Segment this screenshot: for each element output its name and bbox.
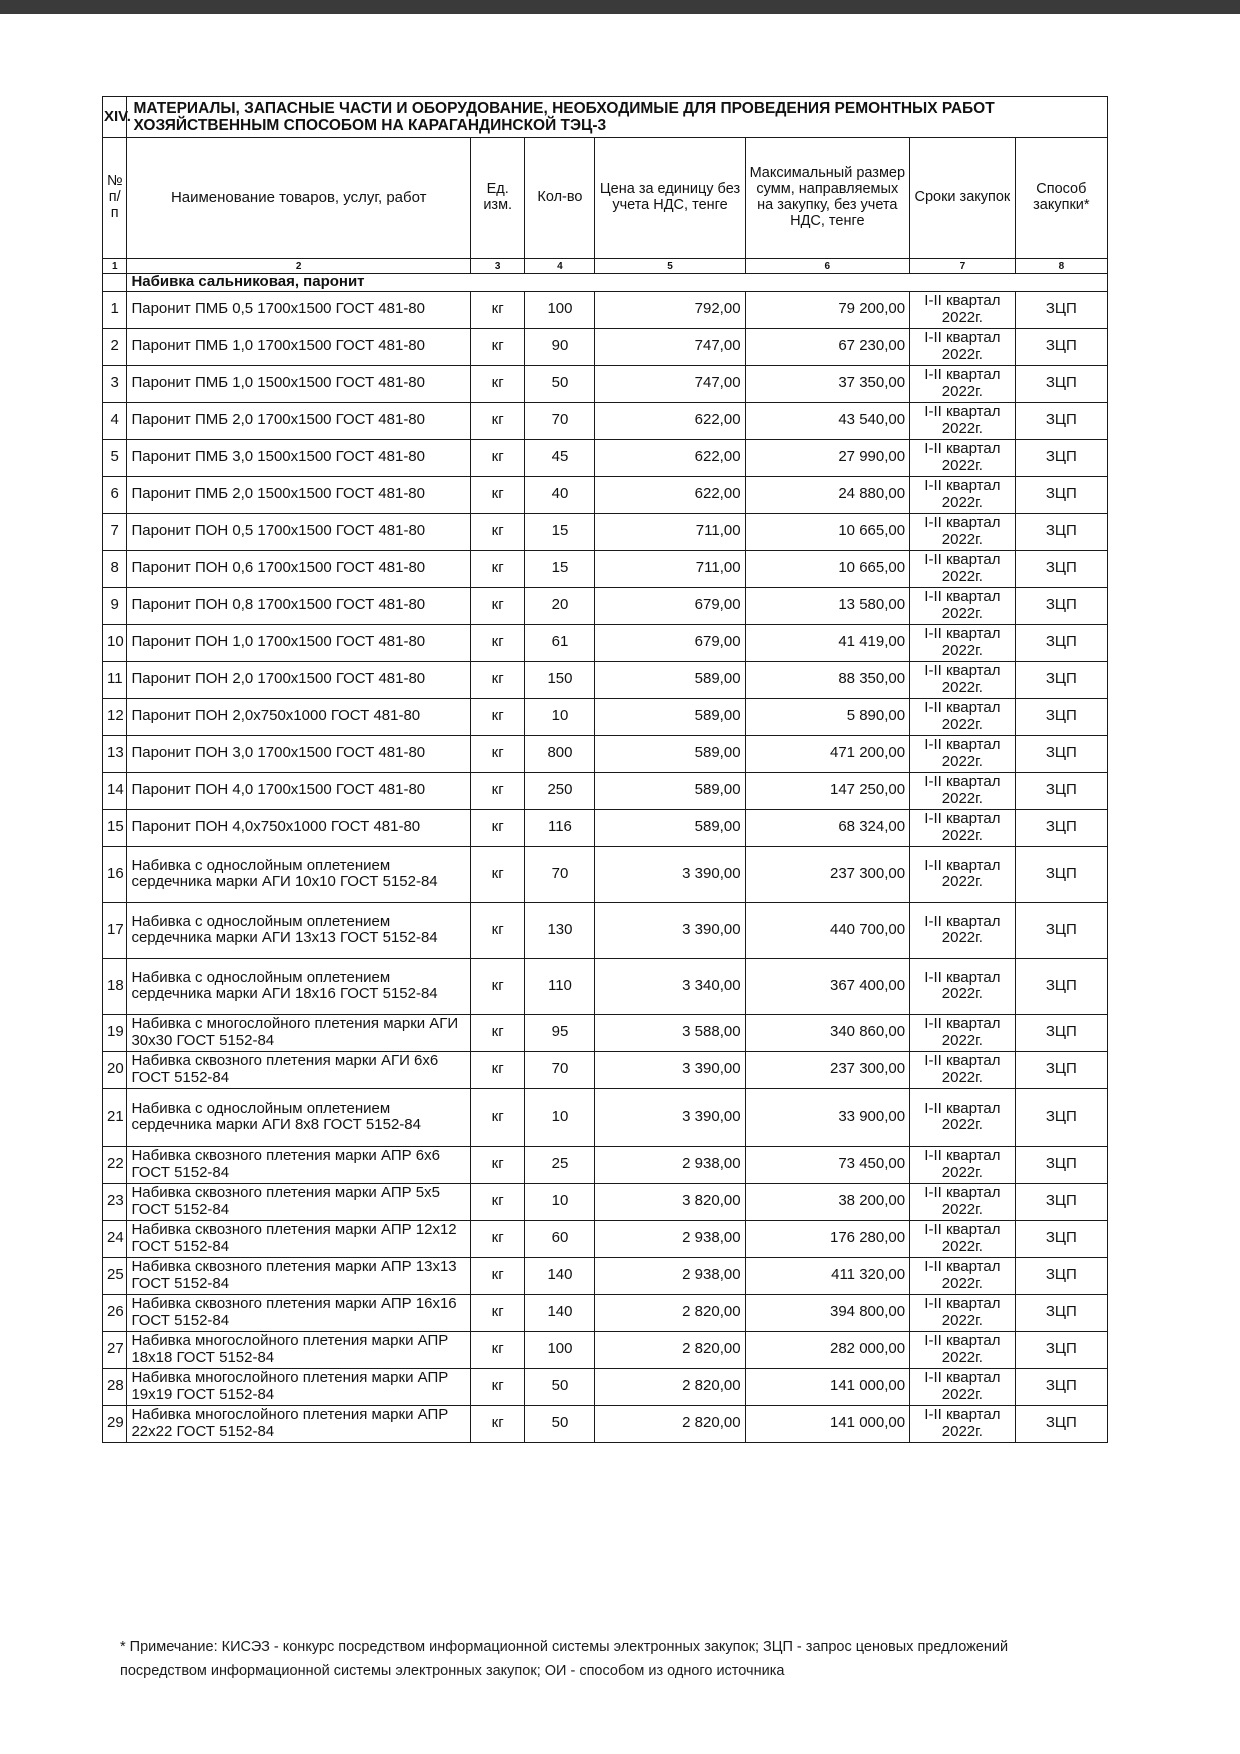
item-name: Набивка сквозного плетения марки АПР 13х13 ГОСТ 5152-84	[127, 1257, 471, 1294]
item-max-sum: 394 800,00	[745, 1294, 910, 1331]
item-max-sum: 237 300,00	[745, 1051, 910, 1088]
header-name: Наименование товаров, услуг, работ	[127, 138, 471, 259]
item-method: ЗЦП	[1015, 902, 1107, 958]
item-quantity: 10	[525, 698, 595, 735]
item-method: ЗЦП	[1015, 1220, 1107, 1257]
row-number: 12	[103, 698, 127, 735]
header-num: № п/п	[103, 138, 127, 259]
item-quantity: 250	[525, 772, 595, 809]
item-max-sum: 340 860,00	[745, 1014, 910, 1051]
item-name: Набивка с однослойным оплетением сердечника марки АГИ 8х8 ГОСТ 5152-84	[127, 1088, 471, 1146]
item-term: I-II квартал 2022г.	[910, 846, 1016, 902]
section-title-row	[103, 97, 1108, 138]
table-row	[103, 1294, 1108, 1331]
item-method: ЗЦП	[1015, 1183, 1107, 1220]
item-max-sum: 27 990,00	[745, 439, 910, 476]
item-name: Набивка многослойного плетения марки АПР 22х22 ГОСТ 5152-84	[127, 1405, 471, 1442]
item-unit-price: 2 938,00	[595, 1220, 745, 1257]
item-unit-price: 3 820,00	[595, 1183, 745, 1220]
item-max-sum: 43 540,00	[745, 402, 910, 439]
table-row	[103, 1331, 1108, 1368]
column-number: 4	[525, 259, 595, 274]
item-name: Набивка сквозного плетения марки АПР 12х12 ГОСТ 5152-84	[127, 1220, 471, 1257]
table-row	[103, 439, 1108, 476]
item-term: I-II квартал 2022г.	[910, 1294, 1016, 1331]
row-number: 15	[103, 809, 127, 846]
item-method: ЗЦП	[1015, 587, 1107, 624]
item-unit-price: 589,00	[595, 698, 745, 735]
item-unit: кг	[470, 291, 524, 328]
table-row	[103, 1220, 1108, 1257]
row-number: 23	[103, 1183, 127, 1220]
item-max-sum: 440 700,00	[745, 902, 910, 958]
item-max-sum: 282 000,00	[745, 1331, 910, 1368]
item-method: ЗЦП	[1015, 1294, 1107, 1331]
item-name: Набивка сквозного плетения марки АПР 16х16 ГОСТ 5152-84	[127, 1294, 471, 1331]
item-quantity: 70	[525, 846, 595, 902]
header-unit: Ед. изм.	[470, 138, 524, 259]
item-quantity: 70	[525, 1051, 595, 1088]
table-row	[103, 1368, 1108, 1405]
column-number: 6	[745, 259, 910, 274]
item-term: I-II квартал 2022г.	[910, 1088, 1016, 1146]
table-row	[103, 1183, 1108, 1220]
row-number: 11	[103, 661, 127, 698]
item-term: I-II квартал 2022г.	[910, 439, 1016, 476]
item-method: ЗЦП	[1015, 735, 1107, 772]
row-number: 26	[103, 1294, 127, 1331]
table-row	[103, 698, 1108, 735]
row-number: 9	[103, 587, 127, 624]
item-max-sum: 10 665,00	[745, 513, 910, 550]
item-method: ЗЦП	[1015, 1088, 1107, 1146]
item-term: I-II квартал 2022г.	[910, 1014, 1016, 1051]
item-quantity: 90	[525, 328, 595, 365]
item-unit-price: 679,00	[595, 624, 745, 661]
item-term: I-II квартал 2022г.	[910, 958, 1016, 1014]
item-quantity: 110	[525, 958, 595, 1014]
scan-top-edge	[0, 0, 1240, 14]
item-unit: кг	[470, 587, 524, 624]
item-method: ЗЦП	[1015, 291, 1107, 328]
table-row	[103, 365, 1108, 402]
item-term: I-II квартал 2022г.	[910, 1257, 1016, 1294]
item-name: Набивка сквозного плетения марки АПР 5х5 ГОСТ 5152-84	[127, 1183, 471, 1220]
header-term: Сроки закупок	[910, 138, 1016, 259]
item-unit-price: 711,00	[595, 550, 745, 587]
table-row	[103, 624, 1108, 661]
group-num-cell	[103, 274, 127, 292]
item-method: ЗЦП	[1015, 439, 1107, 476]
row-number: 19	[103, 1014, 127, 1051]
item-unit-price: 3 390,00	[595, 1051, 745, 1088]
item-name: Паронит ПМБ 0,5 1700х1500 ГОСТ 481-80	[127, 291, 471, 328]
column-number: 2	[127, 259, 471, 274]
item-unit-price: 622,00	[595, 439, 745, 476]
table-row	[103, 513, 1108, 550]
table-row	[103, 1088, 1108, 1146]
item-unit: кг	[470, 1183, 524, 1220]
item-unit: кг	[470, 328, 524, 365]
item-unit: кг	[470, 1051, 524, 1088]
column-number: 1	[103, 259, 127, 274]
item-max-sum: 67 230,00	[745, 328, 910, 365]
item-max-sum: 13 580,00	[745, 587, 910, 624]
column-header-row	[103, 138, 1108, 259]
item-term: I-II квартал 2022г.	[910, 735, 1016, 772]
row-number: 10	[103, 624, 127, 661]
item-unit: кг	[470, 846, 524, 902]
item-method: ЗЦП	[1015, 328, 1107, 365]
table-row	[103, 587, 1108, 624]
item-quantity: 100	[525, 291, 595, 328]
row-number: 29	[103, 1405, 127, 1442]
item-unit: кг	[470, 1014, 524, 1051]
item-name: Паронит ПМБ 1,0 1500х1500 ГОСТ 481-80	[127, 365, 471, 402]
item-max-sum: 176 280,00	[745, 1220, 910, 1257]
header-sum: Максимальный размер сумм, направляемых на закупку, без учета НДС, тенге	[745, 138, 910, 259]
item-max-sum: 68 324,00	[745, 809, 910, 846]
item-unit: кг	[470, 402, 524, 439]
item-term: I-II квартал 2022г.	[910, 902, 1016, 958]
item-method: ЗЦП	[1015, 513, 1107, 550]
item-term: I-II квартал 2022г.	[910, 550, 1016, 587]
item-unit-price: 589,00	[595, 661, 745, 698]
item-unit-price: 2 938,00	[595, 1257, 745, 1294]
row-number: 2	[103, 328, 127, 365]
item-name: Паронит ПМБ 2,0 1500х1500 ГОСТ 481-80	[127, 476, 471, 513]
item-unit-price: 589,00	[595, 735, 745, 772]
table-body	[103, 291, 1108, 1442]
item-term: I-II квартал 2022г.	[910, 624, 1016, 661]
item-unit-price: 589,00	[595, 772, 745, 809]
item-name: Паронит ПОН 4,0 1700х1500 ГОСТ 481-80	[127, 772, 471, 809]
item-max-sum: 141 000,00	[745, 1405, 910, 1442]
row-number: 21	[103, 1088, 127, 1146]
item-quantity: 116	[525, 809, 595, 846]
row-number: 28	[103, 1368, 127, 1405]
column-number: 5	[595, 259, 745, 274]
row-number: 18	[103, 958, 127, 1014]
item-name: Набивка с многослойного плетения марки АГИ 30х30 ГОСТ 5152-84	[127, 1014, 471, 1051]
item-name: Набивка с однослойным оплетением сердечника марки АГИ 10х10 ГОСТ 5152-84	[127, 846, 471, 902]
row-number: 17	[103, 902, 127, 958]
table-row	[103, 1014, 1108, 1051]
item-name: Паронит ПОН 2,0 1700х1500 ГОСТ 481-80	[127, 661, 471, 698]
table-row	[103, 772, 1108, 809]
table-row	[103, 1257, 1108, 1294]
item-method: ЗЦП	[1015, 1014, 1107, 1051]
table-row	[103, 1146, 1108, 1183]
row-number: 25	[103, 1257, 127, 1294]
item-quantity: 10	[525, 1088, 595, 1146]
item-max-sum: 471 200,00	[745, 735, 910, 772]
item-term: I-II квартал 2022г.	[910, 1051, 1016, 1088]
item-max-sum: 411 320,00	[745, 1257, 910, 1294]
item-unit-price: 3 588,00	[595, 1014, 745, 1051]
table-row	[103, 958, 1108, 1014]
item-quantity: 50	[525, 365, 595, 402]
item-term: I-II квартал 2022г.	[910, 772, 1016, 809]
item-quantity: 95	[525, 1014, 595, 1051]
item-quantity: 25	[525, 1146, 595, 1183]
item-name: Набивка сквозного плетения марки АГИ 6х6 ГОСТ 5152-84	[127, 1051, 471, 1088]
row-number: 24	[103, 1220, 127, 1257]
item-method: ЗЦП	[1015, 809, 1107, 846]
row-number: 22	[103, 1146, 127, 1183]
table-row	[103, 661, 1108, 698]
table-row	[103, 902, 1108, 958]
item-unit-price: 3 390,00	[595, 1088, 745, 1146]
item-term: I-II квартал 2022г.	[910, 365, 1016, 402]
table-row	[103, 402, 1108, 439]
item-method: ЗЦП	[1015, 846, 1107, 902]
group-row	[103, 274, 1108, 292]
item-method: ЗЦП	[1015, 365, 1107, 402]
item-quantity: 70	[525, 402, 595, 439]
row-number: 1	[103, 291, 127, 328]
item-name: Паронит ПОН 3,0 1700х1500 ГОСТ 481-80	[127, 735, 471, 772]
item-name: Паронит ПМБ 2,0 1700х1500 ГОСТ 481-80	[127, 402, 471, 439]
row-number: 16	[103, 846, 127, 902]
item-unit-price: 792,00	[595, 291, 745, 328]
item-unit-price: 747,00	[595, 365, 745, 402]
table-row	[103, 846, 1108, 902]
item-term: I-II квартал 2022г.	[910, 513, 1016, 550]
item-unit: кг	[470, 1146, 524, 1183]
item-method: ЗЦП	[1015, 772, 1107, 809]
item-unit: кг	[470, 513, 524, 550]
item-term: I-II квартал 2022г.	[910, 809, 1016, 846]
table-row	[103, 1405, 1108, 1442]
item-quantity: 15	[525, 513, 595, 550]
column-number: 3	[470, 259, 524, 274]
item-method: ЗЦП	[1015, 1146, 1107, 1183]
item-quantity: 140	[525, 1294, 595, 1331]
item-quantity: 130	[525, 902, 595, 958]
item-unit-price: 2 820,00	[595, 1405, 745, 1442]
item-unit-price: 589,00	[595, 809, 745, 846]
item-max-sum: 88 350,00	[745, 661, 910, 698]
section-title: МАТЕРИАЛЫ, ЗАПАСНЫЕ ЧАСТИ И ОБОРУДОВАНИЕ, НЕОБХОДИМЫЕ ДЛЯ ПРОВЕДЕНИЯ РЕМОНТНЫХ РАБОТ ХОЗЯЙСТВЕННЫМ СПОСОБОМ НА КАРАГАНДИНСКОЙ ТЭЦ-3	[127, 97, 1108, 138]
item-term: I-II квартал 2022г.	[910, 402, 1016, 439]
item-unit: кг	[470, 1220, 524, 1257]
item-quantity: 61	[525, 624, 595, 661]
item-name: Набивка сквозного плетения марки АПР 6х6 ГОСТ 5152-84	[127, 1146, 471, 1183]
item-max-sum: 38 200,00	[745, 1183, 910, 1220]
item-unit-price: 2 938,00	[595, 1146, 745, 1183]
header-qty: Кол-во	[525, 138, 595, 259]
item-max-sum: 37 350,00	[745, 365, 910, 402]
item-unit: кг	[470, 772, 524, 809]
header-method: Способ закупки*	[1015, 138, 1107, 259]
item-name: Паронит ПОН 1,0 1700х1500 ГОСТ 481-80	[127, 624, 471, 661]
row-number: 8	[103, 550, 127, 587]
row-number: 14	[103, 772, 127, 809]
item-term: I-II квартал 2022г.	[910, 1220, 1016, 1257]
row-number: 5	[103, 439, 127, 476]
item-name: Набивка многослойного плетения марки АПР 19х19 ГОСТ 5152-84	[127, 1368, 471, 1405]
item-unit-price: 622,00	[595, 402, 745, 439]
row-number: 20	[103, 1051, 127, 1088]
item-name: Паронит ПОН 2,0х750х1000 ГОСТ 481-80	[127, 698, 471, 735]
item-method: ЗЦП	[1015, 402, 1107, 439]
column-number: 7	[910, 259, 1016, 274]
item-term: I-II квартал 2022г.	[910, 661, 1016, 698]
item-term: I-II квартал 2022г.	[910, 587, 1016, 624]
item-method: ЗЦП	[1015, 476, 1107, 513]
item-unit-price: 622,00	[595, 476, 745, 513]
item-unit-price: 679,00	[595, 587, 745, 624]
item-unit: кг	[470, 902, 524, 958]
item-unit: кг	[470, 735, 524, 772]
item-quantity: 50	[525, 1368, 595, 1405]
item-name: Паронит ПОН 0,6 1700х1500 ГОСТ 481-80	[127, 550, 471, 587]
item-term: I-II квартал 2022г.	[910, 1405, 1016, 1442]
item-quantity: 40	[525, 476, 595, 513]
item-quantity: 50	[525, 1405, 595, 1442]
item-max-sum: 41 419,00	[745, 624, 910, 661]
item-name: Паронит ПОН 0,5 1700х1500 ГОСТ 481-80	[127, 513, 471, 550]
table-row	[103, 1051, 1108, 1088]
item-name: Паронит ПОН 4,0х750х1000 ГОСТ 481-80	[127, 809, 471, 846]
item-unit: кг	[470, 624, 524, 661]
item-unit: кг	[470, 809, 524, 846]
table-row	[103, 328, 1108, 365]
item-unit-price: 747,00	[595, 328, 745, 365]
row-number: 7	[103, 513, 127, 550]
procurement-table	[102, 96, 1108, 1443]
section-number: XIV.	[103, 97, 127, 138]
item-max-sum: 367 400,00	[745, 958, 910, 1014]
item-unit-price: 3 390,00	[595, 846, 745, 902]
item-quantity: 20	[525, 587, 595, 624]
item-unit: кг	[470, 365, 524, 402]
row-number: 4	[103, 402, 127, 439]
item-unit: кг	[470, 1294, 524, 1331]
item-term: I-II квартал 2022г.	[910, 1183, 1016, 1220]
item-max-sum: 24 880,00	[745, 476, 910, 513]
item-unit: кг	[470, 476, 524, 513]
item-method: ЗЦП	[1015, 1405, 1107, 1442]
item-max-sum: 79 200,00	[745, 291, 910, 328]
item-unit: кг	[470, 1405, 524, 1442]
item-term: I-II квартал 2022г.	[910, 1368, 1016, 1405]
item-quantity: 10	[525, 1183, 595, 1220]
item-max-sum: 33 900,00	[745, 1088, 910, 1146]
item-quantity: 800	[525, 735, 595, 772]
item-method: ЗЦП	[1015, 1331, 1107, 1368]
item-method: ЗЦП	[1015, 550, 1107, 587]
table-row	[103, 476, 1108, 513]
item-unit: кг	[470, 439, 524, 476]
group-title: Набивка сальниковая, паронит	[127, 274, 1108, 292]
item-term: I-II квартал 2022г.	[910, 1146, 1016, 1183]
item-unit: кг	[470, 958, 524, 1014]
item-quantity: 45	[525, 439, 595, 476]
table-row	[103, 735, 1108, 772]
item-quantity: 60	[525, 1220, 595, 1257]
item-method: ЗЦП	[1015, 624, 1107, 661]
item-unit-price: 3 340,00	[595, 958, 745, 1014]
item-name: Паронит ПМБ 3,0 1500х1500 ГОСТ 481-80	[127, 439, 471, 476]
column-number: 8	[1015, 259, 1107, 274]
item-term: I-II квартал 2022г.	[910, 698, 1016, 735]
item-name: Набивка с однослойным оплетением сердечника марки АГИ 13х13 ГОСТ 5152-84	[127, 902, 471, 958]
item-max-sum: 147 250,00	[745, 772, 910, 809]
item-unit: кг	[470, 698, 524, 735]
item-max-sum: 141 000,00	[745, 1368, 910, 1405]
item-name: Паронит ПМБ 1,0 1700х1500 ГОСТ 481-80	[127, 328, 471, 365]
item-method: ЗЦП	[1015, 1368, 1107, 1405]
row-number: 13	[103, 735, 127, 772]
item-term: I-II квартал 2022г.	[910, 291, 1016, 328]
table-row	[103, 809, 1108, 846]
item-unit-price: 2 820,00	[595, 1331, 745, 1368]
row-number: 6	[103, 476, 127, 513]
item-method: ЗЦП	[1015, 958, 1107, 1014]
row-number: 27	[103, 1331, 127, 1368]
item-method: ЗЦП	[1015, 1051, 1107, 1088]
item-max-sum: 5 890,00	[745, 698, 910, 735]
item-term: I-II квартал 2022г.	[910, 328, 1016, 365]
item-method: ЗЦП	[1015, 698, 1107, 735]
item-unit-price: 2 820,00	[595, 1294, 745, 1331]
item-max-sum: 237 300,00	[745, 846, 910, 902]
item-term: I-II квартал 2022г.	[910, 1331, 1016, 1368]
item-name: Набивка с однослойным оплетением сердечника марки АГИ 18х16 ГОСТ 5152-84	[127, 958, 471, 1014]
item-term: I-II квартал 2022г.	[910, 476, 1016, 513]
item-unit: кг	[470, 661, 524, 698]
item-method: ЗЦП	[1015, 661, 1107, 698]
row-number: 3	[103, 365, 127, 402]
header-price: Цена за единицу без учета НДС, тенге	[595, 138, 745, 259]
item-name: Паронит ПОН 0,8 1700х1500 ГОСТ 481-80	[127, 587, 471, 624]
item-max-sum: 73 450,00	[745, 1146, 910, 1183]
item-unit: кг	[470, 1257, 524, 1294]
item-unit-price: 3 390,00	[595, 902, 745, 958]
table-row	[103, 550, 1108, 587]
item-method: ЗЦП	[1015, 1257, 1107, 1294]
column-number-row	[103, 259, 1108, 274]
item-quantity: 100	[525, 1331, 595, 1368]
item-unit: кг	[470, 1368, 524, 1405]
item-unit: кг	[470, 1088, 524, 1146]
item-name: Набивка многослойного плетения марки АПР 18х18 ГОСТ 5152-84	[127, 1331, 471, 1368]
footnote: * Примечание: КИСЭЗ - конкурс посредством информационной системы электронных закупок; ЗЦП - запрос ценовых предложений посредством информационной системы электронных закупок; ОИ - способом из одного источника	[120, 1639, 1009, 1679]
item-quantity: 150	[525, 661, 595, 698]
item-unit: кг	[470, 550, 524, 587]
table-row	[103, 291, 1108, 328]
item-quantity: 15	[525, 550, 595, 587]
item-quantity: 140	[525, 1257, 595, 1294]
item-unit-price: 711,00	[595, 513, 745, 550]
item-unit: кг	[470, 1331, 524, 1368]
item-max-sum: 10 665,00	[745, 550, 910, 587]
item-unit-price: 2 820,00	[595, 1368, 745, 1405]
